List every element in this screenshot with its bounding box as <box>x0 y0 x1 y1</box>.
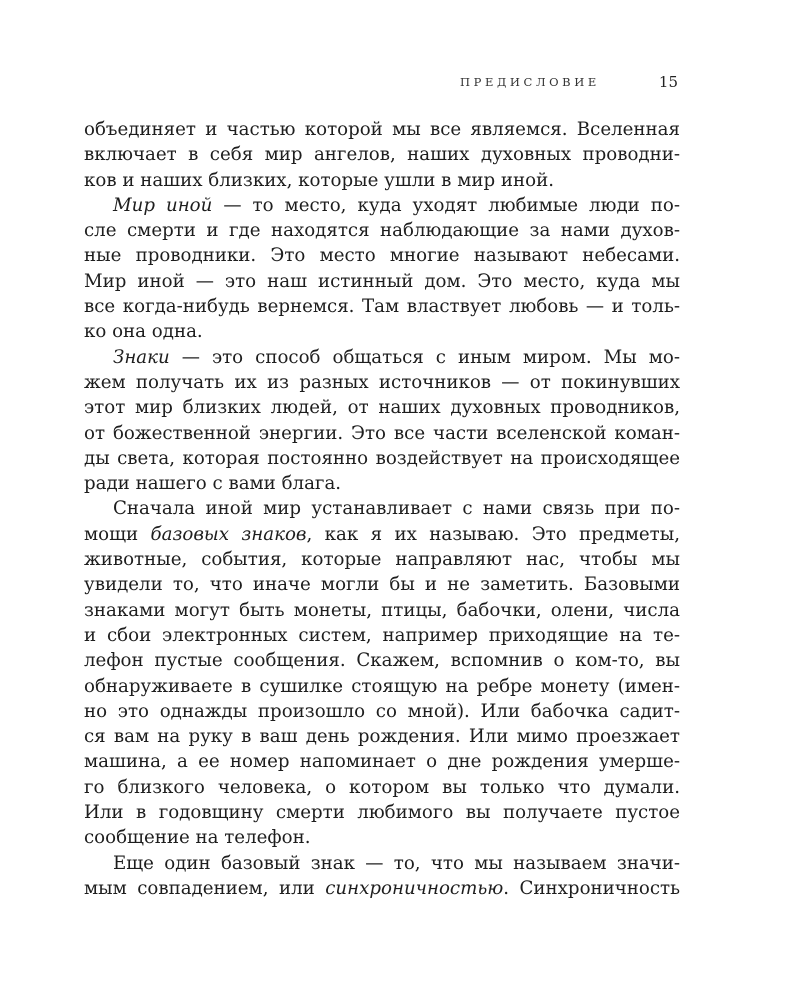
text-segment: объединяет и частью которой мы все являемся. Вселенная <box>84 119 680 140</box>
text-line <box>84 142 680 167</box>
text-line <box>84 699 680 724</box>
text-segment: обнаруживаете в сушилке стоящую на ребре монету (имен- <box>84 675 680 697</box>
body-text <box>84 117 680 901</box>
text-segment: жем получать их из разных источников — от покинувших <box>84 371 680 393</box>
page-number: 15 <box>658 73 678 91</box>
running-header <box>84 73 680 95</box>
text-segment: ради нашего с вами блага. <box>84 473 342 495</box>
text-segment: сле смерти и где находятся наблюдающие за нами духов- <box>84 220 680 242</box>
text-segment: от божественной энергии. Это все части вселенской коман- <box>84 422 680 444</box>
italic-term: синхроничностью <box>325 877 504 899</box>
text-segment: . Синхроничность <box>503 877 681 899</box>
text-line <box>84 319 680 344</box>
text-line <box>84 193 680 218</box>
text-segment: ко она одна. <box>84 321 203 343</box>
text-line <box>84 724 680 749</box>
text-segment: сообщение на телефон. <box>84 827 311 849</box>
running-title: ПРЕДИСЛОВИЕ <box>460 75 600 89</box>
text-line <box>84 117 680 142</box>
text-segment: и сбои электронных систем, например приходящие на те- <box>84 624 680 646</box>
text-line <box>84 269 680 294</box>
text-segment: мощи <box>84 523 151 545</box>
text-line <box>84 294 680 319</box>
text-line <box>84 825 680 850</box>
text-segment: все когда-нибудь вернемся. Там властвует любовь — и толь- <box>84 296 680 318</box>
text-line <box>84 471 680 496</box>
paragraph <box>84 193 680 345</box>
text-line <box>84 496 680 521</box>
italic-term: базовых знаков <box>150 523 307 545</box>
text-segment: ные проводники. Это место многие называют небесами. <box>84 245 680 267</box>
text-segment: го близкого человека, о котором вы только что думали. <box>84 776 680 798</box>
italic-term: Знаки <box>113 346 170 368</box>
text-line <box>84 572 680 597</box>
text-line <box>84 522 680 547</box>
text-segment: животные, события, которые направляют нас, чтобы мы <box>84 549 680 571</box>
text-segment: — это способ общаться с иным миром. Мы мо- <box>169 346 680 368</box>
text-line <box>84 370 680 395</box>
text-line <box>84 648 680 673</box>
text-line <box>84 674 680 699</box>
text-segment: — то место, куда уходят любимые люди по- <box>212 194 680 216</box>
paragraph <box>84 117 680 193</box>
text-segment: Еще один базовый знак — то, что мы называем значи- <box>113 852 680 874</box>
text-segment: лефон пустые сообщения. Скажем, вспомнив о ком-то, вы <box>84 650 680 672</box>
text-segment: , как я их называю. Это предметы, <box>306 523 680 545</box>
paragraph <box>84 851 680 902</box>
text-line <box>84 775 680 800</box>
text-segment: ся вам на руку в ваш день рождения. Или мимо проезжает <box>84 726 680 748</box>
text-segment: Или в годовщину смерти любимого вы получаете пустое <box>84 802 680 824</box>
text-line <box>84 623 680 648</box>
text-segment: этот мир близких людей, от наших духовных проводников, <box>84 397 680 419</box>
text-segment: но это однажды произошло со мной). Или бабочка садит- <box>84 700 680 722</box>
text-segment: увидели то, что иначе могли бы и не заметить. Базовыми <box>84 574 680 596</box>
italic-term: Мир иной <box>113 194 213 216</box>
text-line <box>84 446 680 471</box>
text-segment: машина, а ее номер напоминает о дне рождения умерше- <box>84 751 680 773</box>
text-line <box>84 800 680 825</box>
text-segment: знаками могут быть монеты, птицы, бабочки, олени, числа <box>84 599 680 621</box>
text-line <box>84 598 680 623</box>
paragraph <box>84 345 680 497</box>
text-line <box>84 547 680 572</box>
text-segment: ков и наших близких, которые ушли в мир иной. <box>84 169 554 191</box>
text-line <box>84 168 680 193</box>
text-line <box>84 876 680 901</box>
text-line <box>84 218 680 243</box>
text-segment: включает в себя мир ангелов, наших духовных проводни- <box>84 144 680 166</box>
text-line <box>84 243 680 268</box>
text-line <box>84 851 680 876</box>
text-segment: мым совпадением, или <box>84 877 326 899</box>
text-segment: Сначала иной мир устанавливает с нами связь при по- <box>113 498 680 520</box>
text-segment: Мир иной — это наш истинный дом. Это место, куда мы <box>84 270 680 292</box>
text-line <box>84 749 680 774</box>
text-segment: ды света, которая постоянно воздействует на происходящее <box>84 447 680 469</box>
text-line <box>84 421 680 446</box>
text-line <box>84 345 680 370</box>
paragraph <box>84 496 680 850</box>
text-line <box>84 395 680 420</box>
